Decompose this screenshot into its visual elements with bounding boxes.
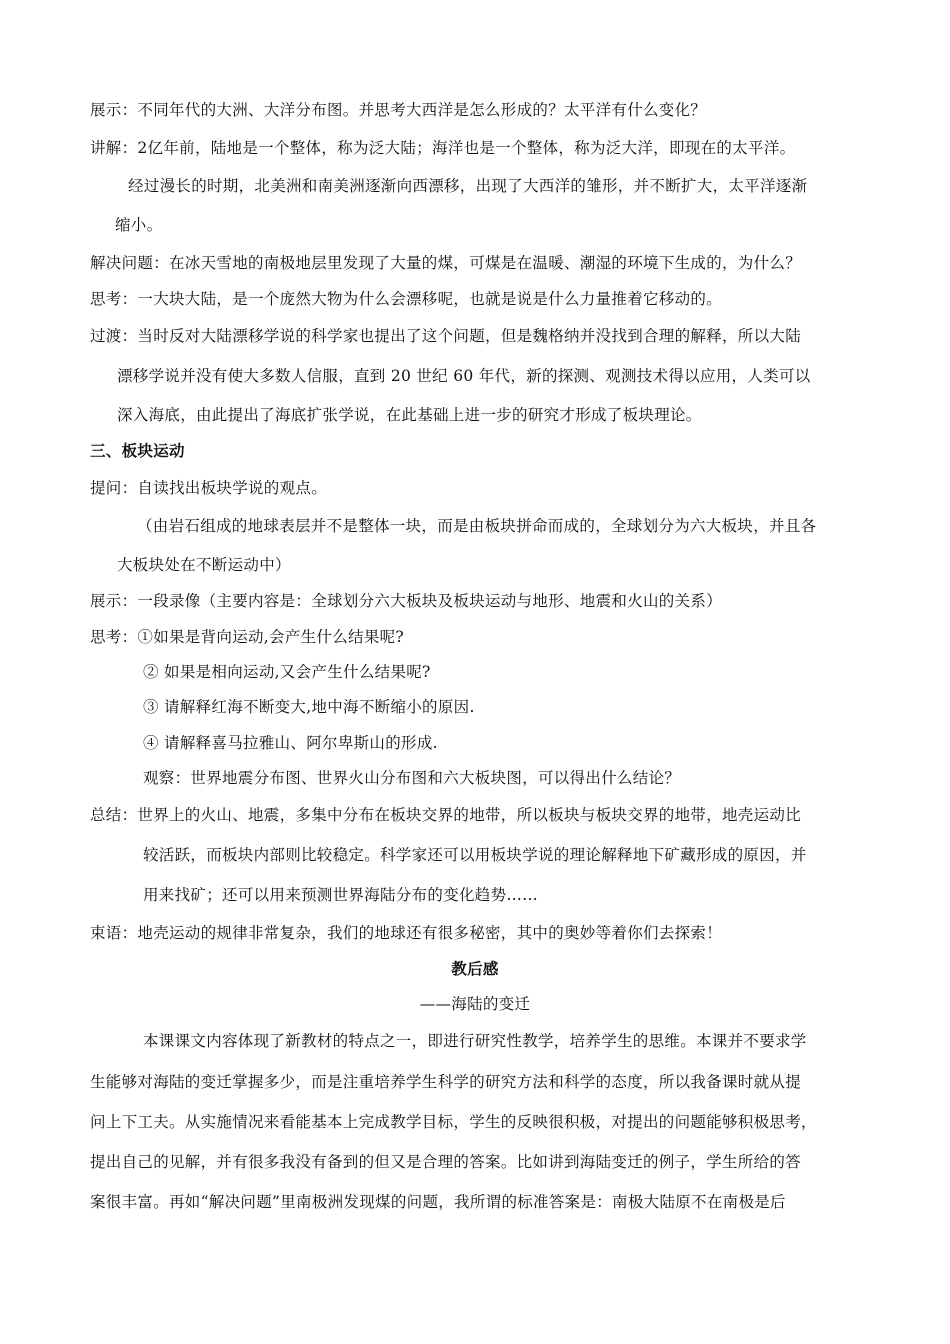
text-line: 大板块处在不断运动中） xyxy=(117,556,291,574)
text-line: 缩小。 xyxy=(115,216,163,234)
paragraph-line: 提出自己的见解，并有很多我没有备到的但又是合理的答案。比如讲到海陆变迁的例子，学生所给的答 xyxy=(90,1153,802,1171)
text-line: 思考：一大块大陆，是一个庞然大物为什么会漂移呢，也就是说是什么力量推着它移动的。 xyxy=(90,290,723,308)
reflection-subtitle: ——海陆的变迁 xyxy=(419,995,531,1013)
text-line: 提问：自读找出板块学说的观点。 xyxy=(90,479,328,497)
text-line: 束语：地壳运动的规律非常复杂，我们的地球还有很多秘密，其中的奥妙等着你们去探索！ xyxy=(90,924,723,942)
text-line: （由岩石组成的地球表层并不是整体一块，而是由板块拼命而成的，全球划分为六大板块，并且各 xyxy=(137,517,817,535)
text-line: 展示：一段录像（主要内容是：全球划分六大板块及板块运动与地形、地震和火山的关系） xyxy=(90,592,723,610)
text-line: 用来找矿；还可以用来预测世界海陆分布的变化趋势…… xyxy=(143,886,539,904)
text-line: 漂移学说并没有使大多数人信服，直到 20 世纪 60 年代，新的探测、观测技术得以应用，人类可以 xyxy=(117,367,811,385)
paragraph-line: 本课课文内容体现了新教材的特点之一，即进行研究性教学，培养学生的思维。本课并不要求学 xyxy=(143,1032,807,1050)
text-line: ④ 请解释喜马拉雅山、阿尔卑斯山的形成. xyxy=(143,734,438,752)
paragraph-line: 问上下工夫。从实施情况来看能基本上完成教学目标，学生的反映很积极，对提出的问题能够积极思考， xyxy=(90,1113,817,1131)
text-line: 深入海底，由此提出了海底扩张学说，在此基础上进一步的研究才形成了板块理论。 xyxy=(117,406,702,424)
reflection-title: 教后感 xyxy=(451,959,499,978)
text-line: 讲解：2亿年前，陆地是一个整体，称为泛大陆；海洋也是一个整体，称为泛大洋，即现在的太平洋。 xyxy=(90,139,796,157)
text-line: 观察：世界地震分布图、世界火山分布图和六大板块图，可以得出什么结论？ xyxy=(143,769,681,787)
text-line: 解决问题：在冰天雪地的南极地层里发现了大量的煤，可煤是在温暖、潮湿的环境下生成的，为什么？ xyxy=(90,254,802,272)
paragraph-line: 生能够对海陆的变迁掌握多少，而是注重培养学生科学的研究方法和科学的态度，所以我备课时就从提 xyxy=(90,1073,802,1091)
text-line: 总结：世界上的火山、地震，多集中分布在板块交界的地带，所以板块与板块交界的地带，地壳运动比 xyxy=(90,806,802,824)
text-line: 思考：①如果是背向运动,会产生什么结果呢? xyxy=(90,628,405,646)
text-line: 过渡：当时反对大陆漂移学说的科学家也提出了这个问题，但是魏格纳并没找到合理的解释，所以大陆 xyxy=(90,327,802,345)
section-heading: 三、板块运动 xyxy=(90,441,185,460)
text-line: ③ 请解释红海不断变大,地中海不断缩小的原因. xyxy=(143,698,475,716)
text-line: 展示：不同年代的大洲、大洋分布图。并思考大西洋是怎么形成的？太平洋有什么变化？ xyxy=(90,101,707,119)
text-line: 经过漫长的时期，北美洲和南美洲逐渐向西漂移，出现了大西洋的雏形，并不断扩大，太平洋逐渐 xyxy=(128,177,808,195)
text-line: ② 如果是相向运动,又会产生什么结果呢? xyxy=(143,663,431,681)
text-line: 较活跃，而板块内部则比较稳定。科学家还可以用板块学说的理论解释地下矿藏形成的原因，并 xyxy=(143,846,807,864)
paragraph-line: 案很丰富。再如“解决问题”里南极洲发现煤的问题，我所谓的标准答案是：南极大陆原不在南极是后 xyxy=(90,1193,786,1211)
